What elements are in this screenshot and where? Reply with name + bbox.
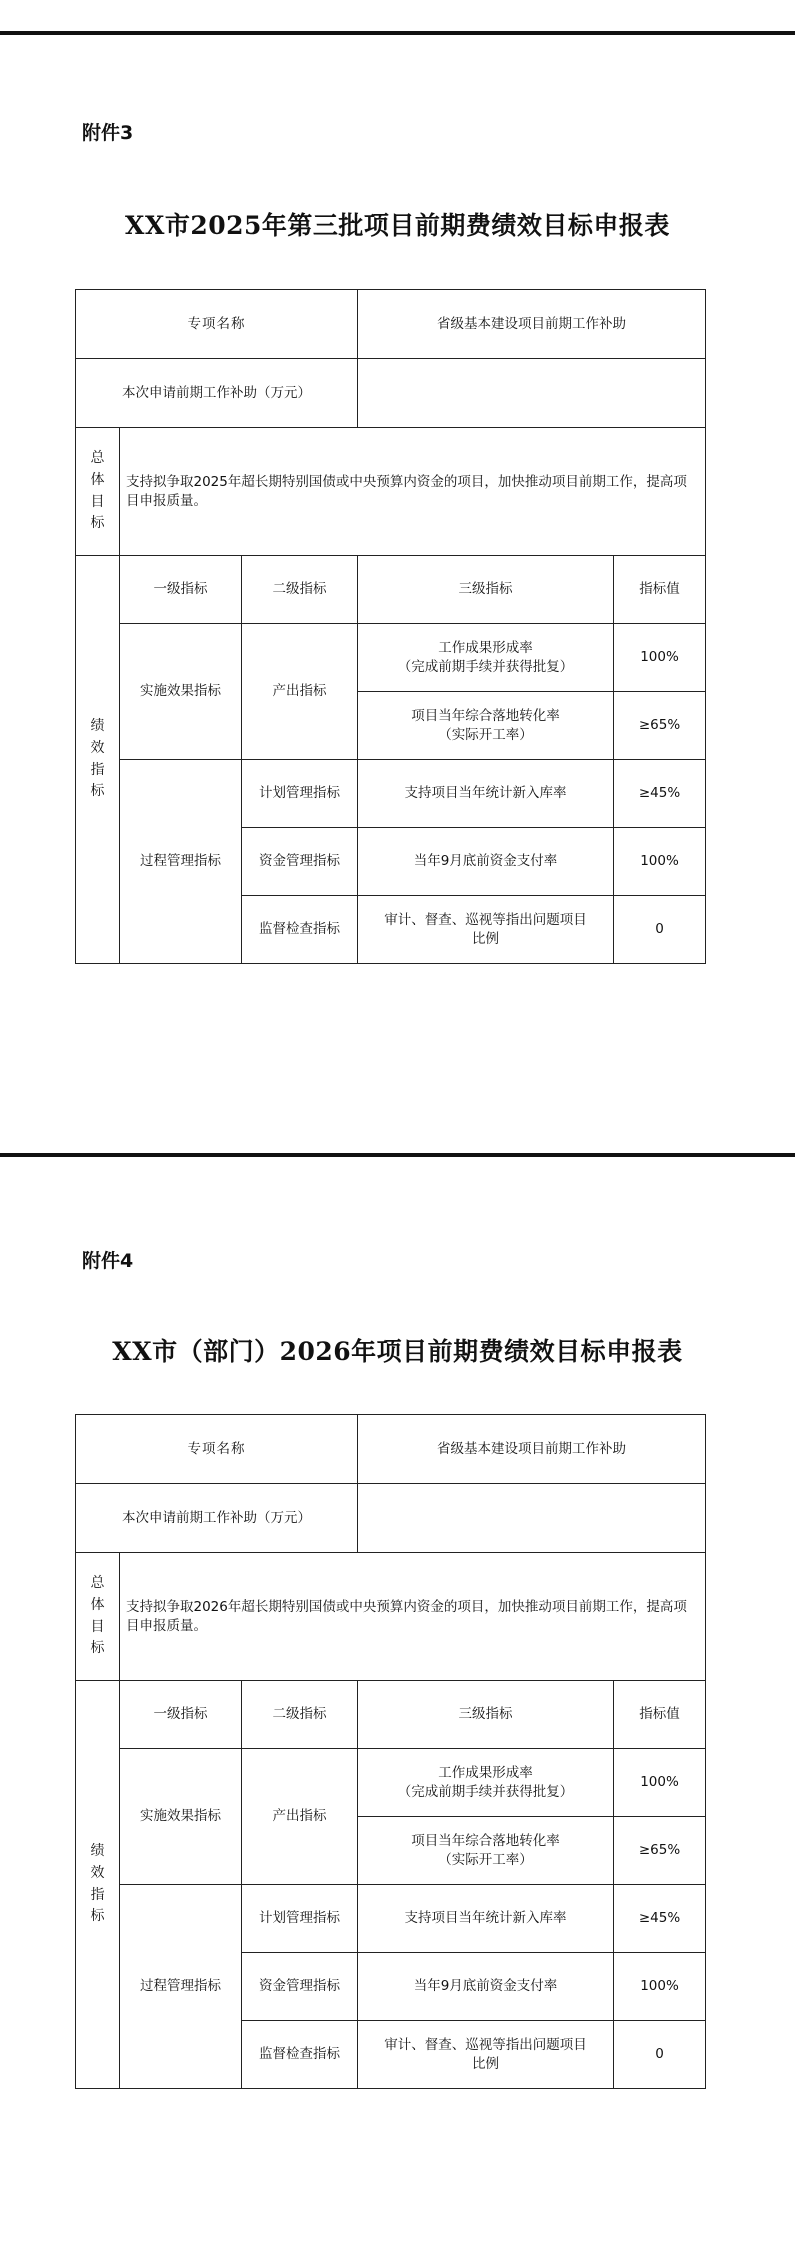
header-level2: 二级指标 — [242, 1681, 358, 1749]
level2-cell: 监督检查指标 — [242, 896, 358, 964]
subsidy-value — [358, 359, 706, 428]
goal-label: 总 体 目 标 — [76, 428, 120, 556]
attachment-label: 附件4 — [82, 1250, 134, 1272]
level1-cell: 实施效果指标 — [120, 1749, 242, 1885]
value-cell: ≥45% — [614, 1885, 706, 1953]
header-value: 指标值 — [614, 556, 706, 624]
level2-cell: 产出指标 — [242, 1749, 358, 1885]
level2-cell: 监督检查指标 — [242, 2021, 358, 2089]
level3-cell: 审计、督查、巡视等指出问题项目 比例 — [358, 896, 614, 964]
level2-cell: 资金管理指标 — [242, 828, 358, 896]
level3-cell: 支持项目当年统计新入库率 — [358, 760, 614, 828]
value-cell: 0 — [614, 2021, 706, 2089]
level2-cell: 资金管理指标 — [242, 1953, 358, 2021]
level3-cell: 项目当年综合落地转化率 （实际开工率） — [358, 692, 614, 760]
value-cell: 100% — [614, 624, 706, 692]
level3-cell: 支持项目当年统计新入库率 — [358, 1885, 614, 1953]
level3-cell: 项目当年综合落地转化率 （实际开工率） — [358, 1817, 614, 1885]
goal-label: 总 体 目 标 — [76, 1553, 120, 1681]
page-title: XX市2025年第三批项目前期费绩效目标申报表 — [125, 211, 670, 240]
special-item-value: 省级基本建设项目前期工作补助 — [358, 290, 706, 359]
level2-cell: 产出指标 — [242, 624, 358, 760]
value-cell: 0 — [614, 896, 706, 964]
value-cell: 100% — [614, 1749, 706, 1817]
performance-form — [75, 1414, 706, 2089]
level1-cell: 过程管理指标 — [120, 760, 242, 964]
page-title: XX市（部门）2026年项目前期费绩效目标申报表 — [112, 1337, 683, 1366]
value-cell: ≥65% — [614, 692, 706, 760]
level3-cell: 工作成果形成率 （完成前期手续并获得批复） — [358, 624, 614, 692]
header-value: 指标值 — [614, 1681, 706, 1749]
level2-cell: 计划管理指标 — [242, 1885, 358, 1953]
subsidy-value — [358, 1484, 706, 1553]
level1-cell: 实施效果指标 — [120, 624, 242, 760]
goal-text: 支持拟争取2026年超长期特别国债或中央预算内资金的项目，加快推动项目前期工作，提高项目申报质量。 — [120, 1553, 706, 1681]
subsidy-label: 本次申请前期工作补助（万元） — [76, 359, 358, 428]
performance-form — [75, 289, 706, 964]
level3-cell: 当年9月底前资金支付率 — [358, 828, 614, 896]
page-attachment-4 — [0, 1122, 795, 2244]
level1-cell: 过程管理指标 — [120, 1885, 242, 2089]
special-item-label: 专项名称 — [76, 290, 358, 359]
performance-label: 绩 效 指 标 — [76, 556, 120, 964]
special-item-label: 专项名称 — [76, 1415, 358, 1484]
header-level1: 一级指标 — [120, 1681, 242, 1749]
value-cell: 100% — [614, 1953, 706, 2021]
level3-cell: 工作成果形成率 （完成前期手续并获得批复） — [358, 1749, 614, 1817]
level2-cell: 计划管理指标 — [242, 760, 358, 828]
header-level2: 二级指标 — [242, 556, 358, 624]
special-item-value: 省级基本建设项目前期工作补助 — [358, 1415, 706, 1484]
level3-cell: 当年9月底前资金支付率 — [358, 1953, 614, 2021]
attachment-label: 附件3 — [82, 122, 134, 144]
level3-cell: 审计、督查、巡视等指出问题项目 比例 — [358, 2021, 614, 2089]
performance-label: 绩 效 指 标 — [76, 1681, 120, 2089]
value-cell: ≥65% — [614, 1817, 706, 1885]
goal-text: 支持拟争取2025年超长期特别国债或中央预算内资金的项目，加快推动项目前期工作，提高项目申报质量。 — [120, 428, 706, 556]
value-cell: 100% — [614, 828, 706, 896]
header-level3: 三级指标 — [358, 556, 614, 624]
header-level1: 一级指标 — [120, 556, 242, 624]
value-cell: ≥45% — [614, 760, 706, 828]
subsidy-label: 本次申请前期工作补助（万元） — [76, 1484, 358, 1553]
header-level3: 三级指标 — [358, 1681, 614, 1749]
